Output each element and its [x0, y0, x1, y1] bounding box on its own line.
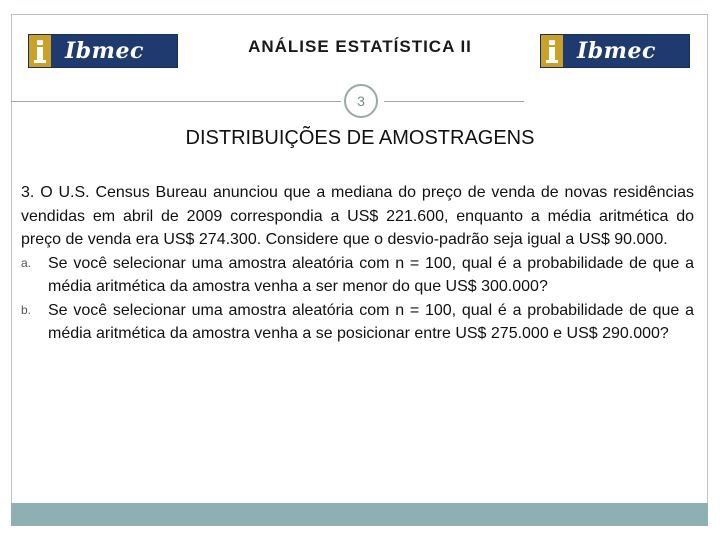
item-text: Se você selecionar uma amostra aleatória com n = 100, qual é a probabilidade de que a média aritmética da amostra venha a se posicionar entre US$ 275.000 e US$ 290.000?: [48, 301, 694, 342]
list-item: [21, 299, 694, 346]
exercise-content: [21, 181, 694, 346]
item-marker: a.: [21, 255, 32, 270]
course-title: ANÁLISE ESTATÍSTICA II: [248, 37, 472, 56]
logo-text: Ibmec: [577, 38, 656, 64]
item-marker: b.: [21, 302, 32, 317]
ibmec-logo-left: [28, 34, 178, 68]
ibmec-logo-icon: [29, 35, 51, 67]
footer-bar: [11, 503, 708, 526]
exercise-statement: 3. O U.S. Census Bureau anunciou que a mediana do preço de venda de novas residências vendidas em abril de 2009 correspondia a US$ 221.600, enquanto a média aritmética do preço de venda era US$ 274.300. Considere que o desvio-padrão seja igual a US$ 90.000.: [21, 184, 694, 248]
ibmec-logo-right: [540, 34, 690, 68]
logo-text: Ibmec: [65, 38, 144, 64]
ibmec-logo-icon: [541, 35, 563, 67]
page-number-badge: 3: [344, 84, 378, 118]
slide-title: DISTRIBUIÇÕES DE AMOSTRAGENS: [185, 127, 535, 149]
header-divider: [384, 101, 524, 102]
item-text: Se você selecionar uma amostra aleatória com n = 100, qual é a probabilidade de que a média aritmética da amostra venha a ser menor do que US$ 300.000?: [48, 254, 694, 295]
header-divider: [11, 101, 341, 102]
list-item: [21, 252, 694, 299]
